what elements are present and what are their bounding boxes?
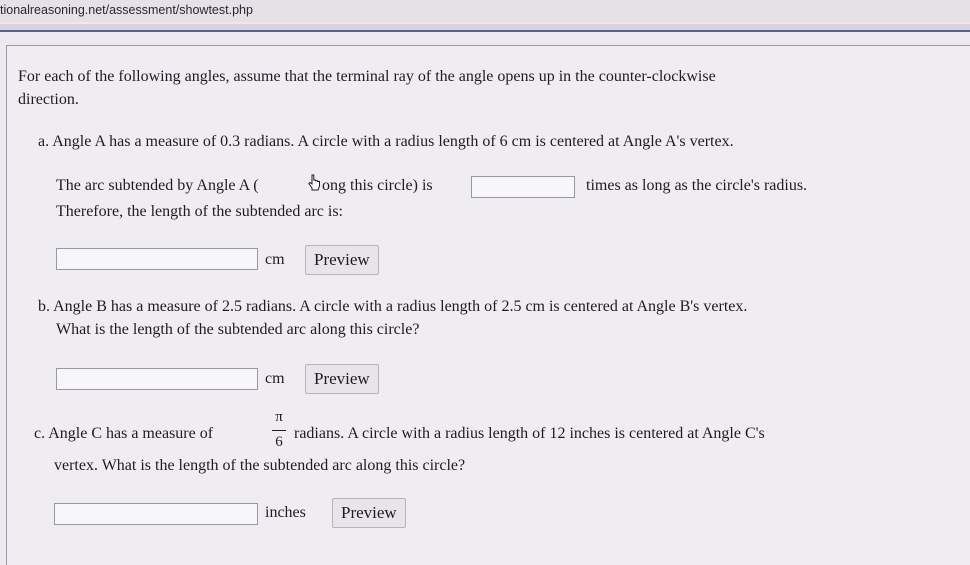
fraction-numerator: π: [275, 409, 283, 425]
part-b-unit: cm: [265, 370, 285, 387]
part-a-line-2: Therefore, the length of the subtended arc is:: [56, 203, 343, 220]
part-b-arc-input[interactable]: [56, 368, 258, 390]
part-c-line-1-start: c. Angle C has a measure of: [34, 425, 214, 442]
fraction-bar: [272, 430, 286, 431]
part-a-line-1-start: The arc subtended by Angle A (: [56, 177, 259, 194]
part-a-line-1-end: times as long as the circle's radius.: [586, 177, 808, 194]
part-c-line-1-end: radians. A circle with a radius length of 12 inches is centered at Angle C's: [294, 425, 765, 442]
header-divider: [0, 24, 970, 32]
part-a-preview-button[interactable]: Preview: [305, 245, 379, 275]
hand-cursor-icon: [307, 174, 321, 192]
browser-url[interactable]: tionalreasoning.net/assessment/showtest.php: [0, 0, 970, 22]
fraction-denominator: 6: [275, 434, 283, 450]
part-c-unit: inches: [265, 504, 306, 521]
part-c-preview-button[interactable]: Preview: [332, 498, 406, 528]
part-c-arc-input[interactable]: [54, 503, 258, 525]
part-b-line-2: What is the length of the subtended arc along this circle?: [56, 321, 420, 338]
ratio-input[interactable]: [471, 176, 575, 198]
intro-line-1: For each of the following angles, assume that the terminal ray of the angle opens up in the counter-clockwise: [18, 68, 716, 85]
part-a-line-1-mid: ong this circle) is: [322, 177, 433, 194]
part-b-line-1: b. Angle B has a measure of 2.5 radians. A circle with a radius length of 2.5 cm is centered at Angle B's vertex.: [38, 298, 748, 315]
part-a-unit: cm: [265, 251, 285, 268]
intro-line-2: direction.: [18, 91, 79, 108]
part-b-preview-button[interactable]: Preview: [305, 364, 379, 394]
part-a-arc-input[interactable]: [56, 248, 258, 270]
part-a-prompt: a. Angle A has a measure of 0.3 radians. A circle with a radius length of 6 cm is centered at Angle A's vertex.: [38, 133, 734, 150]
part-c-line-2: vertex. What is the length of the subtended arc along this circle?: [54, 457, 466, 474]
